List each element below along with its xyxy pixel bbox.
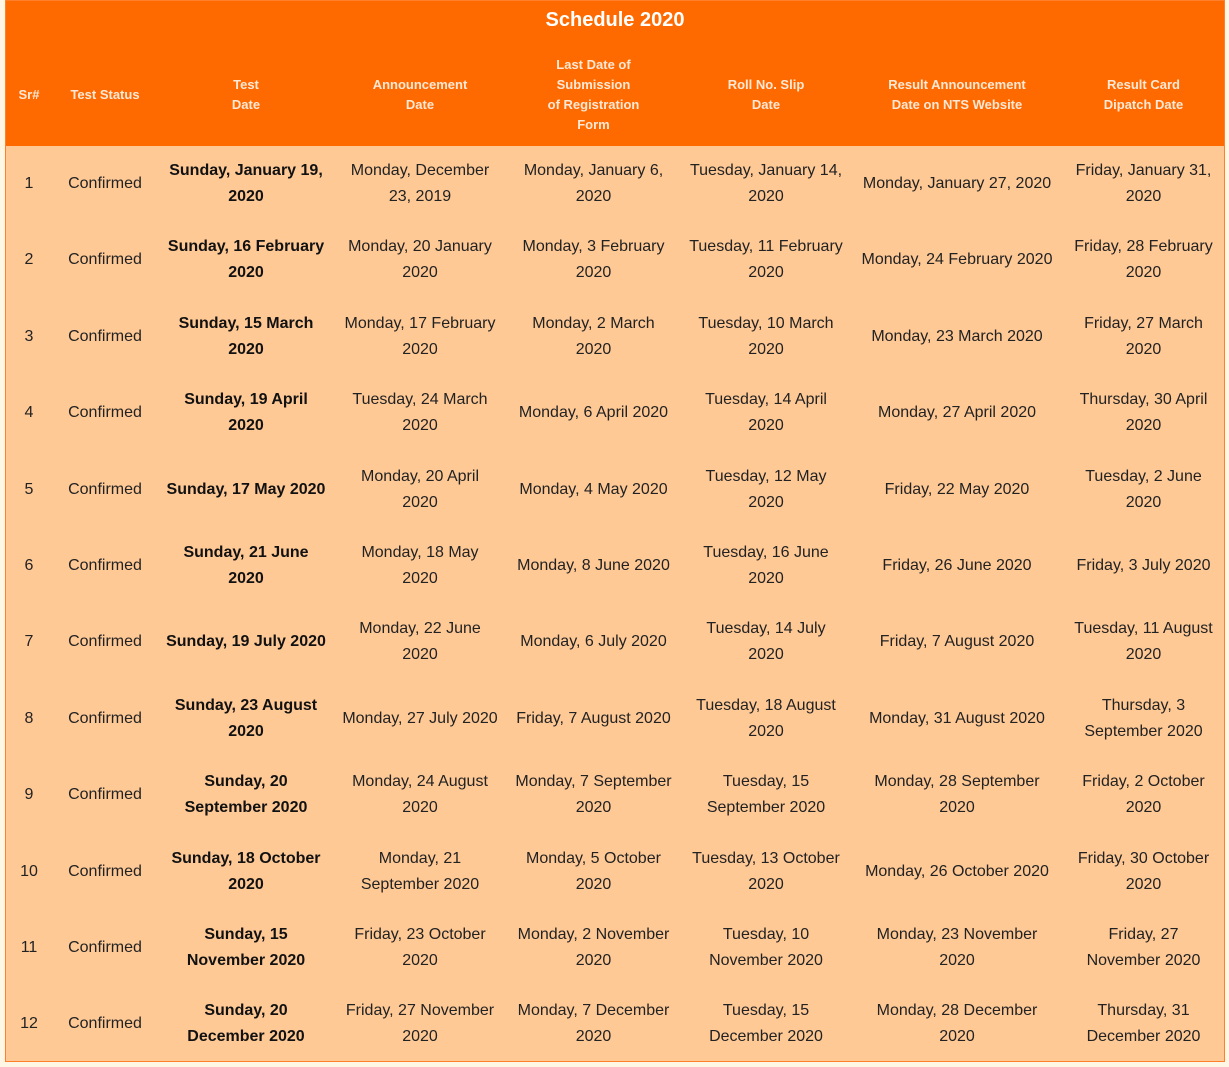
cell-col-result-announcement-date: Monday, 31 August 2020 (869, 709, 1045, 727)
cell-col-last-date-submission: Monday, 8 June 2020 (517, 557, 670, 574)
cell-col-test-date: Sunday, January 19, 2020 (169, 162, 323, 205)
cell-col-test-status: Confirmed (68, 557, 142, 574)
cell-col-last-date-submission: Monday, 4 May 2020 (519, 480, 668, 498)
cell-col-sr: 1 (24, 175, 34, 192)
cell-col-result-card-dispatch-date: Tuesday, 11 August 2020 (1074, 620, 1213, 664)
cell-col-roll-no-slip-date: Tuesday, 12 May 2020 (705, 467, 827, 511)
cell-col-roll-no-slip-date: Tuesday, 15 December 2020 (709, 1002, 823, 1046)
cell-col-result-card-dispatch-date: Thursday, 30 April 2020 (1079, 391, 1208, 435)
table-row (6, 375, 1224, 451)
header-col-last-date-submission: Last Date of Submission of Registration Form (547, 57, 640, 132)
cell-col-test-status: Confirmed (68, 939, 142, 956)
cell-col-result-announcement-date: Friday, 22 May 2020 (884, 480, 1030, 498)
cell-col-result-announcement-date: Monday, 23 November 2020 (876, 926, 1038, 969)
cell-col-test-date: Sunday, 19 July 2020 (166, 633, 326, 651)
cell-col-result-card-dispatch-date: Friday, 2 October 2020 (1082, 773, 1205, 817)
cell-col-result-card-dispatch-date: Thursday, 3 September 2020 (1084, 696, 1203, 740)
cell-col-test-date: Sunday, 21 June 2020 (183, 544, 309, 587)
cell-col-announcement-date: Monday, 18 May 2020 (361, 544, 479, 587)
cell-col-test-date: Sunday, 23 August 2020 (174, 696, 318, 740)
cell-col-roll-no-slip-date: Tuesday, 11 February 2020 (689, 238, 843, 282)
cell-col-result-card-dispatch-date: Friday, 3 July 2020 (1076, 557, 1211, 574)
cell-col-announcement-date: Monday, 17 February 2020 (344, 314, 496, 358)
cell-col-last-date-submission: Monday, 7 September 2020 (515, 773, 672, 817)
cell-col-result-announcement-date: Monday, 27 April 2020 (877, 404, 1037, 422)
header-col-sr: Sr# (18, 87, 40, 102)
cell-col-announcement-date: Monday, 27 July 2020 (342, 709, 498, 727)
cell-col-announcement-date: Monday, 20 April 2020 (361, 467, 479, 511)
cell-col-announcement-date: Friday, 23 October 2020 (354, 926, 486, 969)
cell-col-sr: 11 (20, 939, 38, 956)
cell-col-test-status: Confirmed (68, 1015, 142, 1033)
table-title: Schedule 2020 (545, 9, 685, 31)
cell-col-announcement-date: Tuesday, 24 March 2020 (352, 391, 488, 435)
schedule-table (5, 0, 1225, 1062)
header-col-announcement-date: Announcement Date (372, 77, 468, 112)
header-col-test-date: Test Date (231, 77, 261, 112)
table-row (6, 681, 1224, 757)
cell-col-result-announcement-date: Friday, 26 June 2020 (882, 557, 1032, 574)
cell-col-result-announcement-date: Monday, 28 December 2020 (876, 1002, 1038, 1046)
header-col-result-card-dispatch-date: Result Card Dipatch Date (1103, 77, 1184, 112)
cell-col-result-announcement-date: Friday, 7 August 2020 (879, 633, 1035, 651)
cell-col-result-announcement-date: Monday, 24 February 2020 (861, 251, 1053, 269)
cell-col-test-date: Sunday, 16 February 2020 (167, 238, 325, 282)
cell-col-roll-no-slip-date: Tuesday, 14 July 2020 (706, 620, 826, 664)
cell-col-roll-no-slip-date: Tuesday, 10 March 2020 (698, 314, 834, 358)
cell-col-result-announcement-date: Monday, 26 October 2020 (865, 862, 1049, 880)
cell-col-test-status: Confirmed (68, 404, 142, 422)
cell-col-test-status: Confirmed (68, 327, 142, 345)
table-row (6, 834, 1224, 910)
cell-col-test-status: Confirmed (68, 862, 142, 880)
table-header (6, 1, 1224, 146)
cell-col-test-status: Confirmed (68, 251, 142, 269)
cell-col-last-date-submission: Monday, 3 February 2020 (522, 238, 665, 282)
cell-col-test-status: Confirmed (68, 786, 142, 804)
header-col-test-status: Test Status (70, 87, 140, 102)
cell-col-test-date: Sunday, 18 October 2020 (171, 849, 321, 893)
cell-col-announcement-date: Monday, 20 January 2020 (348, 238, 492, 282)
cell-col-test-status: Confirmed (68, 709, 142, 727)
cell-col-sr: 9 (24, 786, 34, 804)
cell-col-result-announcement-date: Monday, 23 March 2020 (871, 327, 1043, 345)
cell-col-test-status: Confirmed (68, 480, 142, 498)
cell-col-roll-no-slip-date: Tuesday, 15 September 2020 (706, 773, 826, 817)
cell-col-test-date: Sunday, 17 May 2020 (166, 480, 326, 498)
cell-col-announcement-date: Monday, December 23, 2019 (350, 162, 490, 205)
cell-col-roll-no-slip-date: Tuesday, 13 October 2020 (692, 849, 840, 893)
cell-col-test-date: Sunday, 15 March 2020 (178, 314, 314, 358)
cell-col-last-date-submission: Monday, 2 November 2020 (517, 926, 670, 969)
cell-col-test-status: Confirmed (68, 633, 142, 651)
cell-col-roll-no-slip-date: Tuesday, 18 August 2020 (696, 696, 836, 740)
cell-col-sr: 12 (20, 1015, 38, 1033)
cell-col-last-date-submission: Monday, 7 December 2020 (517, 1002, 670, 1046)
table-row (6, 910, 1224, 986)
cell-col-result-card-dispatch-date: Tuesday, 2 June 2020 (1085, 467, 1202, 511)
cell-col-result-card-dispatch-date: Friday, 27 November 2020 (1086, 926, 1201, 969)
cell-col-last-date-submission: Friday, 7 August 2020 (516, 709, 671, 727)
cell-col-sr: 5 (24, 480, 34, 498)
table-row (6, 299, 1224, 375)
cell-col-result-card-dispatch-date: Friday, 27 March 2020 (1084, 314, 1203, 358)
cell-col-sr: 2 (24, 251, 34, 269)
header-col-roll-no-slip-date: Roll No. Slip Date (727, 77, 805, 112)
cell-col-result-card-dispatch-date: Friday, 30 October 2020 (1077, 849, 1210, 893)
cell-col-test-date: Sunday, 15 November 2020 (186, 926, 306, 969)
cell-col-announcement-date: Monday, 22 June 2020 (359, 620, 481, 664)
table-row (6, 146, 1224, 222)
cell-col-sr: 6 (24, 557, 34, 574)
cell-col-sr: 3 (24, 327, 34, 345)
table-row (6, 604, 1224, 680)
cell-col-last-date-submission: Monday, 6 April 2020 (518, 404, 669, 422)
cell-col-roll-no-slip-date: Tuesday, 10 November 2020 (709, 926, 823, 969)
cell-col-last-date-submission: Monday, January 6, 2020 (523, 162, 664, 205)
cell-col-sr: 7 (24, 633, 34, 651)
table-row (6, 452, 1224, 528)
cell-col-test-date: Sunday, 19 April 2020 (184, 391, 308, 435)
cell-col-sr: 10 (20, 862, 38, 880)
cell-col-last-date-submission: Monday, 2 March 2020 (532, 314, 655, 358)
cell-col-roll-no-slip-date: Tuesday, 16 June 2020 (703, 544, 829, 587)
cell-col-result-announcement-date: Monday, 28 September 2020 (874, 773, 1040, 817)
cell-col-result-card-dispatch-date: Friday, January 31, 2020 (1075, 162, 1212, 205)
cell-col-test-date: Sunday, 20 September 2020 (184, 773, 308, 817)
table-row (6, 986, 1224, 1062)
header-col-result-announcement-date: Result Announcement Date on NTS Website (888, 77, 1026, 112)
cell-col-result-announcement-date: Monday, January 27, 2020 (862, 175, 1052, 192)
cell-col-test-date: Sunday, 20 December 2020 (187, 1002, 305, 1046)
cell-col-result-card-dispatch-date: Friday, 28 February 2020 (1074, 238, 1213, 282)
cell-col-roll-no-slip-date: Tuesday, January 14, 2020 (689, 162, 843, 205)
table-row (6, 222, 1224, 298)
cell-col-sr: 4 (24, 404, 34, 422)
cell-col-sr: 8 (24, 709, 34, 727)
cell-col-announcement-date: Monday, 21 September 2020 (360, 849, 480, 893)
cell-col-test-status: Confirmed (68, 175, 142, 192)
cell-col-last-date-submission: Monday, 5 October 2020 (526, 849, 661, 893)
cell-col-roll-no-slip-date: Tuesday, 14 April 2020 (705, 391, 827, 435)
cell-col-announcement-date: Friday, 27 November 2020 (345, 1002, 495, 1046)
cell-col-last-date-submission: Monday, 6 July 2020 (520, 633, 667, 651)
table-row (6, 757, 1224, 833)
table-row (6, 528, 1224, 604)
cell-col-result-card-dispatch-date: Thursday, 31 December 2020 (1086, 1002, 1201, 1046)
cell-col-announcement-date: Monday, 24 August 2020 (352, 773, 488, 817)
